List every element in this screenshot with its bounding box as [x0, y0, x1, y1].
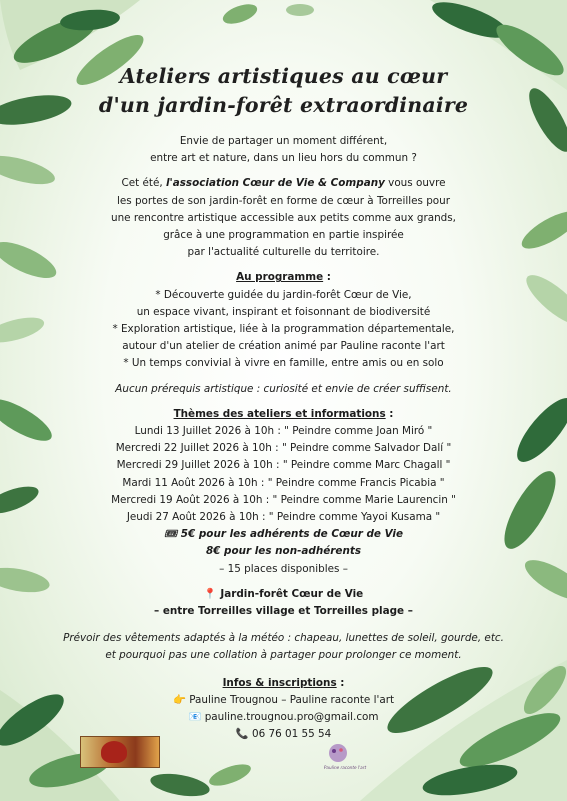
contact-person — [50, 692, 517, 709]
themes-heading — [50, 406, 517, 423]
association-line: une rencontre artistique accessible aux petits comme aux grands, — [111, 211, 456, 224]
association-line: grâce à une programmation en partie inspirée — [163, 229, 404, 242]
session-line: Mercredi 19 Août 2026 à 10h : " Peindre comme Marie Laurencin " — [111, 493, 456, 506]
phone-icon: 📞 — [235, 728, 249, 741]
pauline-logo — [318, 742, 372, 772]
ticket-icon: 🎟 — [163, 528, 178, 541]
association-line — [50, 175, 517, 192]
contact-heading-suffix: : — [336, 676, 345, 689]
pauline-logo-text: Pauline raconte l'art — [323, 765, 367, 770]
location-detail: – entre Torreilles village et Torreilles plage – — [154, 605, 413, 618]
themes-heading-suffix: : — [385, 407, 394, 420]
title-line-1: Ateliers artistiques au cœur — [119, 64, 448, 88]
association-logo — [80, 736, 160, 768]
contact-heading-text: Infos & inscriptions — [222, 676, 337, 689]
session-line: Lundi 13 Juillet 2026 à 10h : " Peindre comme Joan Miró " — [134, 425, 433, 438]
programme-line: * Un temps convivial à vivre en famille, entre amis ou en solo — [123, 357, 444, 370]
email-icon: 📧 — [188, 711, 202, 724]
contact-phone-text[interactable]: 06 76 01 55 54 — [248, 728, 332, 741]
session-line: Jeudi 27 Août 2026 à 10h : " Peindre comme Yayoi Kusama " — [126, 511, 441, 524]
intro-line: entre art et nature, dans un lieu hors du commun ? — [150, 152, 417, 165]
location-name — [50, 586, 517, 603]
contact-email-text[interactable]: pauline.trougnou.pro@gmail.com — [201, 711, 379, 724]
programme-heading — [50, 269, 517, 286]
association-line: les portes de son jardin-forêt en forme de cœur à Torreilles pour — [116, 194, 451, 207]
contact-email[interactable] — [50, 709, 517, 726]
programme-line: autour d'un atelier de création animé par Pauline raconte l'art — [122, 340, 445, 353]
association-suffix: vous ouvre — [384, 177, 446, 190]
contact-heading — [50, 675, 517, 692]
flyer-content — [50, 62, 517, 744]
advice-line: Prévoir des vêtements adaptés à la météo : chapeau, lunettes de soleil, gourde, etc. — [63, 632, 504, 645]
contact-person-text: Pauline Trougnou – Pauline raconte l'art — [185, 693, 395, 706]
session-line: Mercredi 22 Juillet 2026 à 10h : " Peindre comme Salvador Dalí " — [115, 442, 452, 455]
programme-note: Aucun prérequis artistique : curiosité et envie de créer suffisent. — [115, 382, 452, 395]
themes-heading-text: Thèmes des ateliers et informations — [173, 407, 386, 420]
session-line: Mardi 11 Août 2026 à 10h : " Peindre comme Francis Picabia " — [122, 476, 445, 489]
advice-line: et pourquoi pas une collation à partager pour prolonger ce moment. — [105, 649, 462, 662]
intro-line: Envie de partager un moment différent, — [179, 135, 388, 147]
title-line-2: d'un jardin-forêt extraordinaire — [98, 93, 469, 117]
association-line: par l'actualité culturelle du territoire. — [187, 246, 380, 259]
map-pin-icon: 📍 — [203, 587, 217, 600]
palette-icon — [329, 744, 347, 762]
location-name-text: Jardin-forêt Cœur de Vie — [216, 587, 364, 600]
programme-line: * Exploration artistique, liée à la programmation départementale, — [112, 323, 455, 336]
programme-line: un espace vivant, inspirant et foisonnant de biodiversité — [136, 305, 431, 318]
places-available: – 15 places disponibles – — [219, 562, 348, 575]
association-name: l'association Cœur de Vie & Company — [165, 177, 385, 190]
session-line: Mercredi 29 Juillet 2026 à 10h : " Peindre comme Marc Chagall " — [116, 459, 451, 472]
price-members — [50, 526, 517, 543]
price-non-members: 8€ pour les non-adhérents — [205, 545, 362, 558]
association-prefix: Cet été, — [121, 177, 166, 190]
heart-icon — [101, 741, 127, 763]
programme-heading-suffix: : — [323, 271, 331, 284]
flyer-title — [50, 62, 517, 120]
price-members-text: 5€ pour les adhérents de Cœur de Vie — [177, 528, 404, 541]
programme-line: * Découverte guidée du jardin-forêt Cœur de Vie, — [155, 288, 412, 301]
programme-heading-text: Au programme — [236, 271, 324, 284]
pointing-hand-icon: 👉 — [172, 693, 186, 706]
